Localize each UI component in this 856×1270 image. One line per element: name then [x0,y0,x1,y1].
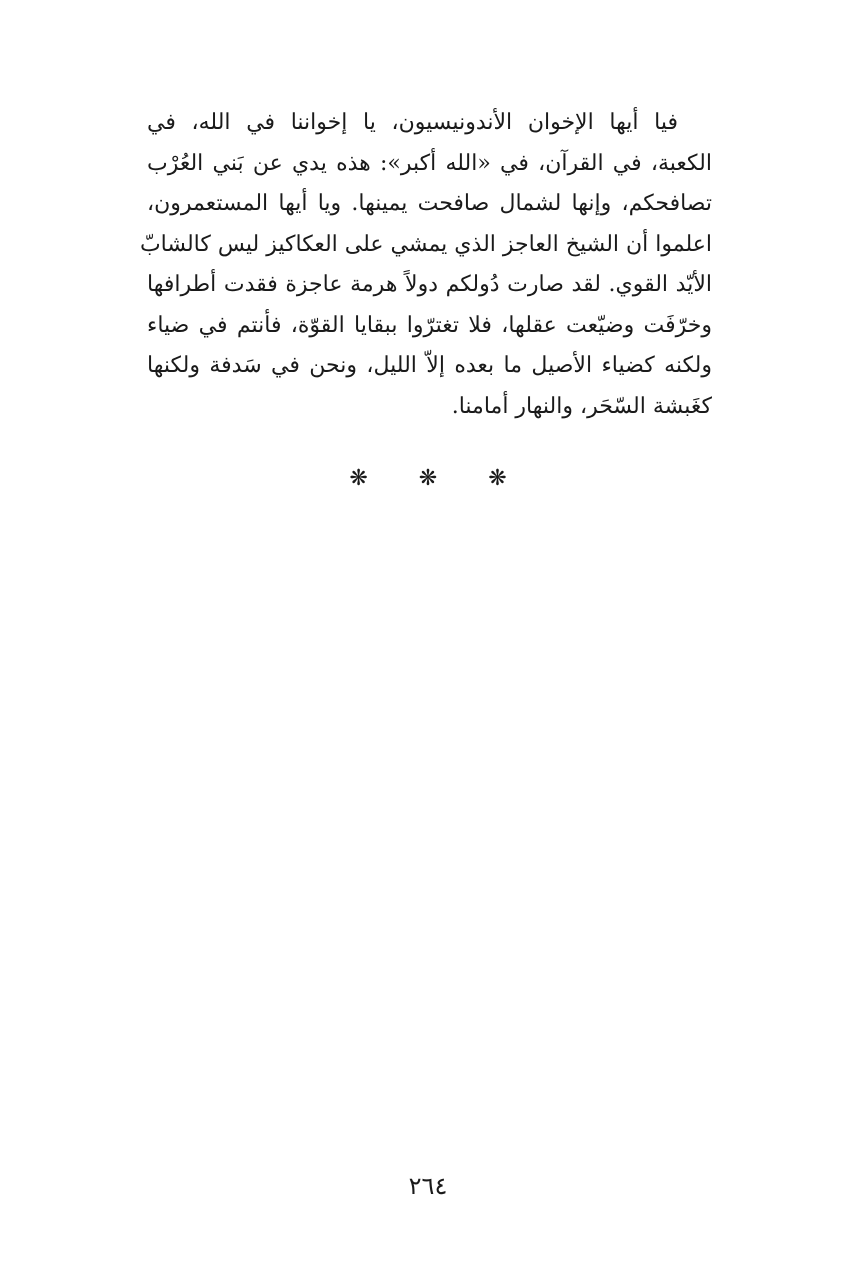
text-line: تصافحكم، وإنها لشمال صافحت يمينها. ويا أيها المستعمرون، [147,191,712,216]
text-line: فيا أيها الإخوان الأندونيسيون، يا إخواننا في الله، في [147,110,678,135]
text-line: الكعبة، في القرآن، في «الله أكبر»: هذه يدي عن بَني العُرْب [147,150,713,176]
text-line: الأيّد القوي. لقد صارت دُولكم دولاً هرمة عاجزة فقدت أطرافها [147,272,712,297]
page-number: ٢٦٤ [408,1172,448,1200]
text-line: وخرّفَت وضيّعت عقلها، فلا تغترّوا ببقايا القوّة، فأنتم في ضياء [147,312,713,338]
text-line: ولكنه كضياء الأصيل ما بعده إلاّ الليل، ونحن في سَدفة ولكنها [147,353,712,378]
text-line: كغَبشة السّحَر، والنهار أمامنا. [451,393,712,419]
section-separator: ❋ ❋ ❋ [349,466,529,491]
paragraph [139,103,713,427]
text-line: اعلموا أن الشيخ العاجز الذي يمشي على العكاكيز ليس كالشابّ [139,231,712,257]
